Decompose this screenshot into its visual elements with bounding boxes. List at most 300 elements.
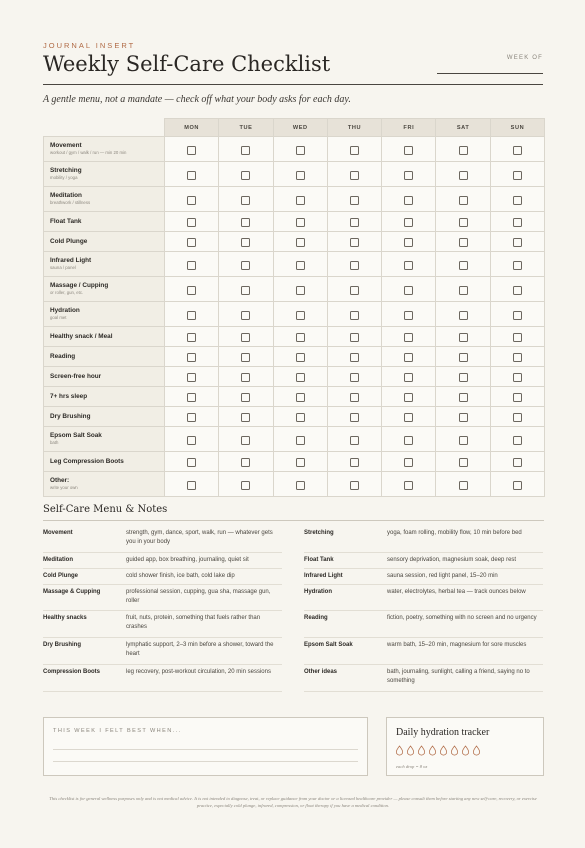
menu-item-description: strength, gym, dance, sport, walk, run — whatever gets you in your body	[126, 530, 273, 546]
menu-item-description: fiction, poetry, something with no screen and no urgency	[387, 615, 537, 621]
day-cell	[165, 387, 219, 407]
day-cell	[273, 212, 327, 232]
menu-item-name: Stretching	[304, 530, 334, 536]
day-cell	[490, 472, 544, 497]
checkbox-thu[interactable]	[350, 238, 359, 247]
day-cell	[327, 212, 381, 232]
day-cell	[219, 232, 273, 252]
checkbox-mon[interactable]	[187, 218, 196, 227]
checkbox-tue[interactable]	[241, 146, 250, 155]
checkbox-wed[interactable]	[296, 286, 305, 295]
checkbox-thu[interactable]	[350, 436, 359, 445]
checkbox-mon[interactable]	[187, 481, 196, 490]
day-cell	[273, 452, 327, 472]
day-cell	[490, 367, 544, 387]
checkbox-sun[interactable]	[513, 238, 522, 247]
checkbox-tue[interactable]	[241, 436, 250, 445]
checkbox-fri[interactable]	[404, 146, 413, 155]
activity-name: Movement	[50, 141, 82, 149]
checkbox-sat[interactable]	[459, 196, 468, 205]
week-of-line	[437, 73, 543, 74]
checkbox-fri[interactable]	[404, 393, 413, 402]
activity-name: Other:	[50, 476, 70, 484]
checkbox-thu[interactable]	[350, 261, 359, 270]
day-cell	[273, 252, 327, 277]
checkbox-sun[interactable]	[513, 373, 522, 382]
checkbox-mon[interactable]	[187, 333, 196, 342]
checkbox-mon[interactable]	[187, 146, 196, 155]
activity-subtitle: workout / gym / walk / run — min 20 min	[50, 150, 127, 156]
hydration-tracker-box	[386, 717, 544, 776]
day-cell	[382, 427, 436, 452]
checkbox-sat[interactable]	[459, 218, 468, 227]
day-cell	[165, 427, 219, 452]
subtitle: A gentle menu, not a mandate — check off what your body asks for each day.	[43, 94, 351, 105]
disclaimer: This checklist is for general wellness purposes only and is not medical advice. It is not intended to diagnose, treat, or replace guidance from your doctor or a licensed healthcare provider — please consult them before starting any new self-care, recovery, or exercise practice, especially cold plunge, infrared, compression, or float therapy if you have a medical condition.	[49, 796, 537, 809]
day-cell	[165, 302, 219, 327]
activity-cell	[44, 427, 165, 452]
checkbox-wed[interactable]	[296, 393, 305, 402]
day-header-row	[44, 119, 545, 137]
water-drop-icon[interactable]	[472, 745, 481, 756]
checkbox-sat[interactable]	[459, 146, 468, 155]
checklist-table	[43, 118, 545, 497]
activity-name: Hydration	[50, 306, 80, 314]
checkbox-thu[interactable]	[350, 286, 359, 295]
table-row	[44, 137, 545, 162]
checkbox-sun[interactable]	[513, 286, 522, 295]
day-cell	[382, 187, 436, 212]
checkbox-tue[interactable]	[241, 373, 250, 382]
activity-cell	[44, 252, 165, 277]
day-header-mon: MON	[165, 119, 219, 137]
checkbox-wed[interactable]	[296, 196, 305, 205]
menu-item-name: Dry Brushing	[43, 642, 82, 648]
checkbox-wed[interactable]	[296, 218, 305, 227]
checkbox-mon[interactable]	[187, 196, 196, 205]
table-row	[44, 232, 545, 252]
water-drop-icon[interactable]	[395, 745, 404, 756]
activity-name: Cold Plunge	[50, 237, 88, 245]
checkbox-sun[interactable]	[513, 481, 522, 490]
activity-name: Epsom Salt Soak	[50, 431, 102, 439]
activity-name: Screen-free hour	[50, 372, 102, 380]
day-cell	[382, 302, 436, 327]
menu-row	[304, 638, 543, 665]
day-cell	[273, 162, 327, 187]
activity-cell	[44, 347, 165, 367]
day-cell	[490, 407, 544, 427]
checkbox-wed[interactable]	[296, 481, 305, 490]
activity-cell	[44, 212, 165, 232]
activity-cell	[44, 327, 165, 347]
menu-row	[43, 665, 282, 692]
hydration-note: each drop = 8 oz	[396, 764, 428, 769]
day-cell	[490, 387, 544, 407]
checkbox-mon[interactable]	[187, 353, 196, 362]
checkbox-tue[interactable]	[241, 261, 250, 270]
checkbox-sun[interactable]	[513, 353, 522, 362]
day-cell	[436, 187, 490, 212]
menu-row	[304, 611, 543, 638]
menu-item-description: yoga, foam rolling, mobility flow, 10 min before bed	[387, 530, 522, 536]
checkbox-thu[interactable]	[350, 196, 359, 205]
checkbox-sun[interactable]	[513, 218, 522, 227]
day-cell	[327, 472, 381, 497]
checkbox-fri[interactable]	[404, 481, 413, 490]
checkbox-sun[interactable]	[513, 458, 522, 467]
menu-item-name: Float Tank	[304, 557, 334, 563]
checkbox-sun[interactable]	[513, 333, 522, 342]
checkbox-sat[interactable]	[459, 413, 468, 422]
checkbox-mon[interactable]	[187, 261, 196, 270]
day-cell	[490, 277, 544, 302]
checkbox-sun[interactable]	[513, 261, 522, 270]
checkbox-wed[interactable]	[296, 146, 305, 155]
table-row	[44, 327, 545, 347]
menu-item-description: water, electrolytes, herbal tea — track ounces below	[387, 589, 526, 595]
menu-item-name: Epsom Salt Soak	[304, 642, 353, 648]
day-cell	[382, 212, 436, 232]
day-cell	[382, 327, 436, 347]
water-drop-icon[interactable]	[450, 745, 459, 756]
checkbox-wed[interactable]	[296, 261, 305, 270]
checkbox-mon[interactable]	[187, 286, 196, 295]
table-row	[44, 302, 545, 327]
checkbox-wed[interactable]	[296, 458, 305, 467]
menu-item-name: Massage & Cupping	[43, 589, 101, 595]
hydration-drops	[395, 745, 481, 756]
checkbox-sun[interactable]	[513, 311, 522, 320]
checkbox-thu[interactable]	[350, 373, 359, 382]
checkbox-sat[interactable]	[459, 286, 468, 295]
checkbox-sat[interactable]	[459, 311, 468, 320]
menu-row	[304, 553, 543, 569]
checkbox-wed[interactable]	[296, 413, 305, 422]
day-header-tue: TUE	[219, 119, 273, 137]
menu-row	[43, 553, 282, 569]
day-cell	[382, 162, 436, 187]
checkbox-thu[interactable]	[350, 333, 359, 342]
checkbox-wed[interactable]	[296, 171, 305, 180]
day-cell	[490, 187, 544, 212]
checkbox-sat[interactable]	[459, 238, 468, 247]
checkbox-sun[interactable]	[513, 171, 522, 180]
checkbox-wed[interactable]	[296, 373, 305, 382]
activity-subtitle: breathwork / stillness	[50, 200, 91, 206]
menu-row	[304, 569, 543, 585]
felt-best-label: THIS WEEK I FELT BEST WHEN...	[53, 728, 182, 734]
day-cell	[219, 277, 273, 302]
checkbox-thu[interactable]	[350, 481, 359, 490]
table-row	[44, 252, 545, 277]
checkbox-thu[interactable]	[350, 413, 359, 422]
checkbox-mon[interactable]	[187, 393, 196, 402]
day-cell	[327, 452, 381, 472]
day-cell	[219, 327, 273, 347]
checkbox-fri[interactable]	[404, 373, 413, 382]
day-cell	[273, 472, 327, 497]
checkbox-sat[interactable]	[459, 436, 468, 445]
checkbox-fri[interactable]	[404, 311, 413, 320]
day-cell	[219, 472, 273, 497]
day-cell	[327, 367, 381, 387]
checkbox-fri[interactable]	[404, 353, 413, 362]
menu-item-name: Cold Plunge	[43, 573, 78, 579]
day-cell	[165, 327, 219, 347]
day-cell	[219, 212, 273, 232]
day-cell	[436, 387, 490, 407]
day-cell	[327, 347, 381, 367]
activity-cell	[44, 232, 165, 252]
eyebrow-label: JOURNAL INSERT	[43, 41, 136, 50]
day-cell	[490, 347, 544, 367]
activity-name: Healthy snack / Meal	[50, 332, 113, 340]
menu-item-name: Infrared Light	[304, 573, 343, 579]
checkbox-mon[interactable]	[187, 436, 196, 445]
activity-cell	[44, 407, 165, 427]
checkbox-mon[interactable]	[187, 458, 196, 467]
checkbox-tue[interactable]	[241, 311, 250, 320]
day-cell	[327, 137, 381, 162]
day-cell	[273, 277, 327, 302]
day-cell	[273, 367, 327, 387]
day-cell	[327, 232, 381, 252]
day-cell	[165, 137, 219, 162]
checkbox-fri[interactable]	[404, 458, 413, 467]
day-cell	[382, 277, 436, 302]
checkbox-mon[interactable]	[187, 373, 196, 382]
day-cell	[273, 302, 327, 327]
menu-item-name: Hydration	[304, 589, 333, 595]
menu-item-description: lymphatic support, 2–3 min before a shower, toward the heart	[126, 642, 274, 658]
activity-cell	[44, 162, 165, 187]
day-cell	[490, 232, 544, 252]
day-cell	[436, 452, 490, 472]
checkbox-sat[interactable]	[459, 261, 468, 270]
checkbox-mon[interactable]	[187, 413, 196, 422]
checkbox-sun[interactable]	[513, 413, 522, 422]
checkbox-tue[interactable]	[241, 393, 250, 402]
day-cell	[382, 387, 436, 407]
day-cell	[273, 347, 327, 367]
checkbox-wed[interactable]	[296, 238, 305, 247]
checkbox-fri[interactable]	[404, 218, 413, 227]
checkbox-fri[interactable]	[404, 171, 413, 180]
table-row	[44, 162, 545, 187]
checkbox-tue[interactable]	[241, 218, 250, 227]
table-corner	[44, 119, 165, 137]
checkbox-sun[interactable]	[513, 196, 522, 205]
activity-subtitle: bath	[50, 440, 59, 446]
checkbox-wed[interactable]	[296, 353, 305, 362]
menu-row	[304, 526, 543, 553]
day-cell	[436, 367, 490, 387]
checkbox-sat[interactable]	[459, 171, 468, 180]
day-cell	[219, 367, 273, 387]
day-cell	[436, 407, 490, 427]
activity-subtitle: sauna / panel	[50, 265, 76, 271]
title-divider	[43, 84, 543, 85]
activity-cell	[44, 187, 165, 212]
checkbox-fri[interactable]	[404, 286, 413, 295]
menu-row	[43, 526, 282, 553]
day-cell	[382, 472, 436, 497]
felt-best-writing-line[interactable]	[53, 749, 358, 750]
day-cell	[382, 452, 436, 472]
checkbox-wed[interactable]	[296, 436, 305, 445]
day-cell	[273, 327, 327, 347]
day-header-fri: FRI	[382, 119, 436, 137]
activity-subtitle: or roller, gun, etc.	[50, 290, 84, 296]
day-cell	[165, 347, 219, 367]
menu-item-description: cold shower finish, ice bath, cold lake dip	[126, 573, 235, 579]
menu-row	[43, 569, 282, 585]
page-title: Weekly Self-Care Checklist	[43, 52, 331, 76]
water-drop-icon[interactable]	[406, 745, 415, 756]
felt-best-writing-line[interactable]	[53, 761, 358, 762]
checkbox-fri[interactable]	[404, 196, 413, 205]
water-drop-icon[interactable]	[439, 745, 448, 756]
checkbox-fri[interactable]	[404, 238, 413, 247]
day-cell	[219, 187, 273, 212]
day-cell	[165, 452, 219, 472]
menu-right-column	[304, 526, 543, 692]
checkbox-tue[interactable]	[241, 333, 250, 342]
checkbox-thu[interactable]	[350, 171, 359, 180]
day-cell	[436, 472, 490, 497]
menu-item-name: Movement	[43, 530, 73, 536]
checkbox-fri[interactable]	[404, 261, 413, 270]
day-cell	[436, 327, 490, 347]
checkbox-mon[interactable]	[187, 171, 196, 180]
day-cell	[436, 212, 490, 232]
water-drop-icon[interactable]	[461, 745, 470, 756]
checkbox-tue[interactable]	[241, 238, 250, 247]
checkbox-sat[interactable]	[459, 333, 468, 342]
checkbox-sun[interactable]	[513, 393, 522, 402]
checkbox-thu[interactable]	[350, 146, 359, 155]
activity-name: Float Tank	[50, 217, 82, 225]
menu-item-description: leg recovery, post-workout circulation, 20 min sessions	[126, 669, 271, 675]
checkbox-sat[interactable]	[459, 458, 468, 467]
checkbox-tue[interactable]	[241, 481, 250, 490]
checkbox-tue[interactable]	[241, 196, 250, 205]
day-header-wed: WED	[273, 119, 327, 137]
day-cell	[436, 137, 490, 162]
hydration-title: Daily hydration tracker	[396, 727, 490, 738]
table-row	[44, 187, 545, 212]
menu-row	[43, 611, 282, 638]
checkbox-fri[interactable]	[404, 436, 413, 445]
day-cell	[327, 427, 381, 452]
day-cell	[382, 252, 436, 277]
activity-cell	[44, 302, 165, 327]
activity-cell	[44, 452, 165, 472]
menu-item-name: Healthy snacks	[43, 615, 87, 621]
checkbox-sun[interactable]	[513, 436, 522, 445]
checkbox-thu[interactable]	[350, 393, 359, 402]
day-cell	[327, 162, 381, 187]
checkbox-thu[interactable]	[350, 458, 359, 467]
day-cell	[436, 252, 490, 277]
checkbox-sun[interactable]	[513, 146, 522, 155]
day-cell	[382, 232, 436, 252]
table-row	[44, 472, 545, 497]
checkbox-mon[interactable]	[187, 311, 196, 320]
menu-item-name: Reading	[304, 615, 328, 621]
menu-row	[304, 585, 543, 611]
table-row	[44, 452, 545, 472]
day-header-thu: THU	[327, 119, 381, 137]
checkbox-fri[interactable]	[404, 333, 413, 342]
table-row	[44, 347, 545, 367]
table-row	[44, 427, 545, 452]
day-cell	[219, 427, 273, 452]
activity-cell	[44, 277, 165, 302]
menu-divider	[43, 520, 544, 521]
checkbox-thu[interactable]	[350, 353, 359, 362]
day-cell	[273, 137, 327, 162]
day-cell	[490, 212, 544, 232]
day-cell	[219, 252, 273, 277]
checkbox-thu[interactable]	[350, 218, 359, 227]
menu-row	[43, 585, 282, 611]
day-cell	[327, 302, 381, 327]
water-drop-icon[interactable]	[417, 745, 426, 756]
checkbox-fri[interactable]	[404, 413, 413, 422]
checkbox-wed[interactable]	[296, 333, 305, 342]
checkbox-tue[interactable]	[241, 171, 250, 180]
menu-title: Self-Care Menu & Notes	[43, 504, 168, 515]
day-cell	[165, 407, 219, 427]
day-cell	[165, 277, 219, 302]
checkbox-tue[interactable]	[241, 353, 250, 362]
activity-name: Massage / Cupping	[50, 281, 109, 289]
checkbox-sat[interactable]	[459, 393, 468, 402]
checkbox-sat[interactable]	[459, 353, 468, 362]
checkbox-tue[interactable]	[241, 458, 250, 467]
checkbox-tue[interactable]	[241, 413, 250, 422]
menu-item-description: fruit, nuts, protein, something that fuels rather than crashes	[126, 615, 261, 631]
day-cell	[327, 327, 381, 347]
day-cell	[165, 187, 219, 212]
day-cell	[327, 277, 381, 302]
day-cell	[273, 187, 327, 212]
day-header-sun: SUN	[490, 119, 544, 137]
water-drop-icon[interactable]	[428, 745, 437, 756]
day-cell	[219, 302, 273, 327]
table-row	[44, 387, 545, 407]
checklist-body	[44, 137, 545, 497]
checkbox-thu[interactable]	[350, 311, 359, 320]
day-cell	[219, 387, 273, 407]
day-cell	[490, 327, 544, 347]
checkbox-wed[interactable]	[296, 311, 305, 320]
menu-item-description: professional session, cupping, gua sha, massage gun, roller	[126, 589, 271, 605]
day-cell	[436, 277, 490, 302]
menu-row	[304, 665, 543, 692]
day-cell	[165, 162, 219, 187]
activity-name: Dry Brushing	[50, 412, 91, 420]
checkbox-sat[interactable]	[459, 373, 468, 382]
checkbox-sat[interactable]	[459, 481, 468, 490]
checkbox-mon[interactable]	[187, 238, 196, 247]
activity-subtitle: write your own	[50, 485, 78, 491]
day-cell	[219, 407, 273, 427]
checkbox-tue[interactable]	[241, 286, 250, 295]
day-cell	[382, 367, 436, 387]
